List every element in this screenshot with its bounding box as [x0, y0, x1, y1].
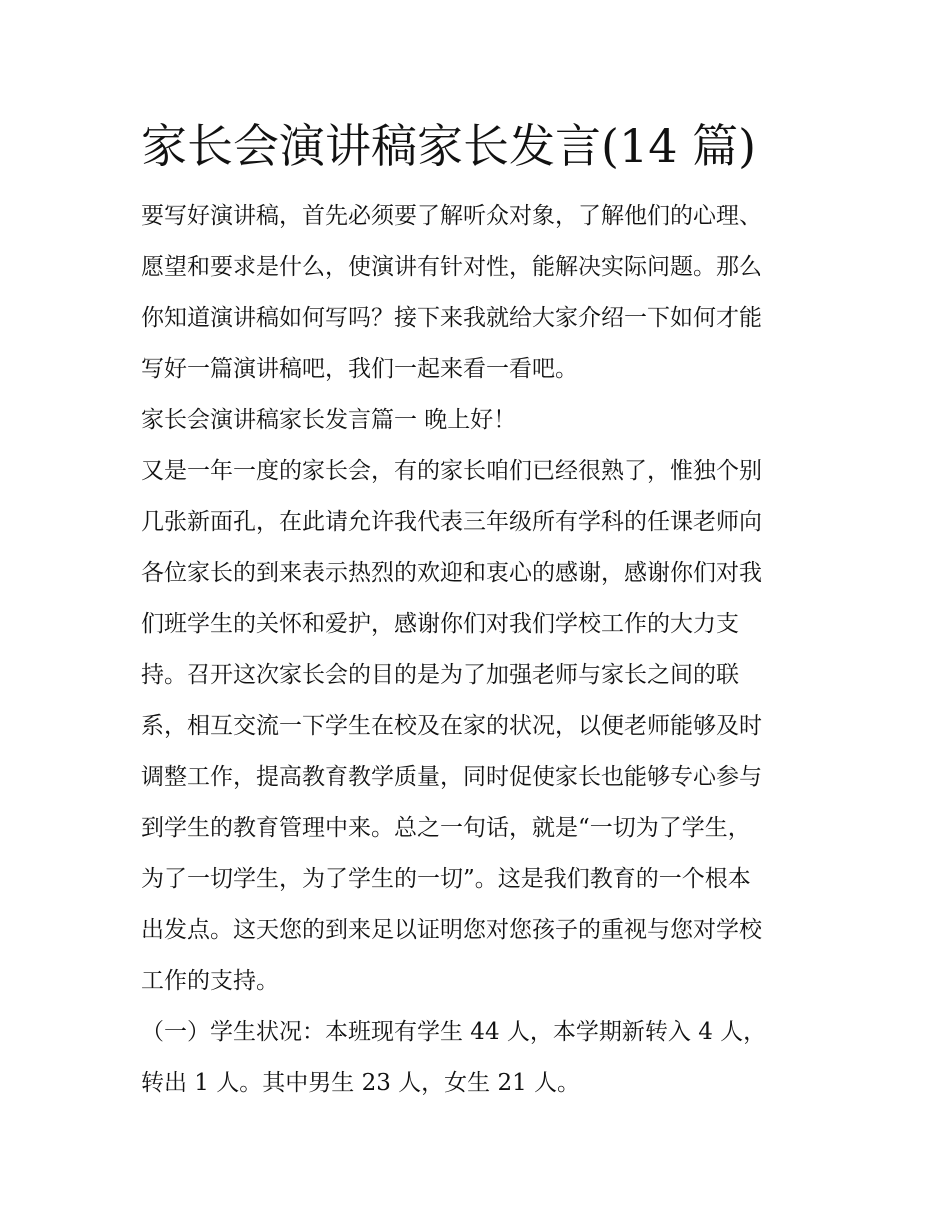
paragraph-line-14: 为了一切学生，为了学生的一切”。这是我们教育的一个根本: [141, 866, 751, 892]
paragraph-line-12: 调整工作，提高教育教学质量，同时促使家长也能够专心参与: [141, 764, 762, 790]
paragraph-line-11: 系，相互交流一下学生在校及在家的状况，以便老师能够及时: [141, 713, 762, 739]
paragraph-line-16: 工作的支持。: [141, 968, 279, 994]
paragraph-line-1: 要写好演讲稿，首先必须要了解听众对象，了解他们的心理、: [141, 203, 762, 229]
paragraph-line-9: 们班学生的关怀和爱护，感谢你们对我们学校工作的大力支: [141, 611, 739, 637]
paragraph-line-7: 几张新面孔，在此请允许我代表三年级所有学科的任课老师向: [141, 509, 762, 535]
paragraph-line-2: 愿望和要求是什么，使演讲有针对性，能解决实际问题。那么: [141, 254, 762, 280]
paragraph-line-18: 转出 1 人。其中男生 23 人，女生 21 人。: [141, 1070, 581, 1096]
document-title: 家长会演讲稿家长发言(14 篇): [141, 119, 757, 173]
paragraph-line-10: 持。召开这次家长会的目的是为了加强老师与家长之间的联: [141, 662, 739, 688]
paragraph-line-13: 到学生的教育管理中来。总之一句话，就是“一切为了学生，: [141, 815, 751, 841]
paragraph-line-6: 又是一年一度的家长会，有的家长咱们已经很熟了，惟独个别: [141, 458, 762, 484]
section-heading-1: 家长会演讲稿家长发言篇一 晚上好！: [141, 407, 517, 433]
paragraph-line-3: 你知道演讲稿如何写吗？接下来我就给大家介绍一下如何才能: [141, 305, 762, 331]
paragraph-line-4: 写好一篇演讲稿吧，我们一起来看一看吧。: [141, 356, 578, 382]
paragraph-line-8: 各位家长的到来表示热烈的欢迎和衷心的感谢，感谢你们对我: [141, 560, 762, 586]
document-body: [141, 116, 821, 1109]
paragraph-line-17: （一）学生状况：本班现有学生 44 人，本学期新转入 4 人，: [141, 1019, 767, 1045]
paragraph-line-15: 出发点。这天您的到来足以证明您对您孩子的重视与您对学校: [141, 917, 762, 943]
